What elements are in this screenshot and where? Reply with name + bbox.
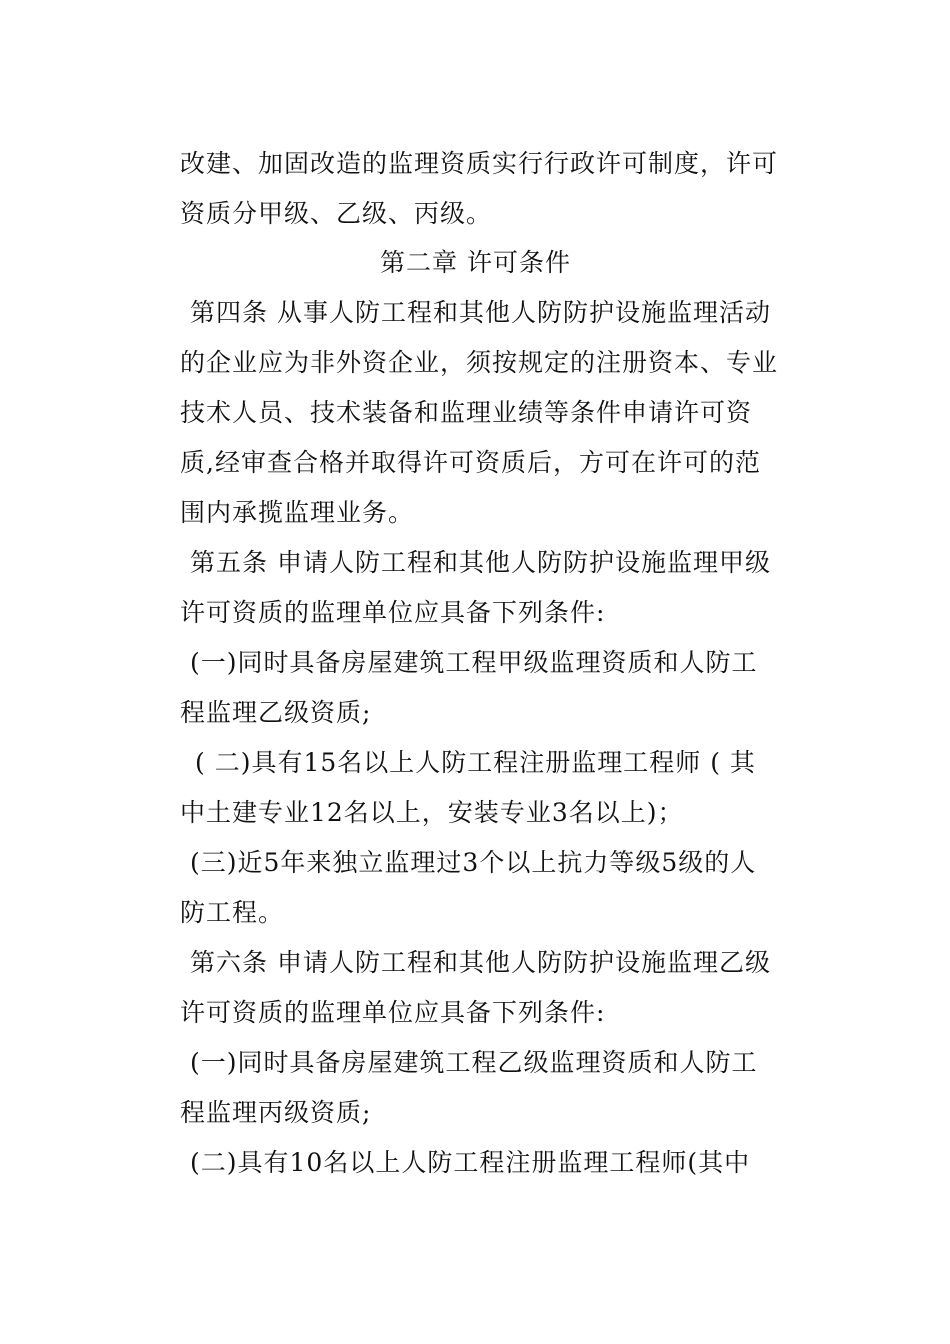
text-line: 程监理乙级资质; — [180, 698, 372, 727]
chapter-heading: 第二章 许可条件 — [380, 248, 571, 277]
text-line: 资质分甲级、乙级、丙级。 — [180, 199, 493, 228]
article-5-start: 第五条 申请人防工程和其他人防防护设施监理甲级 — [190, 548, 771, 577]
list-item-2: (二)具有10名以上人防工程注册监理工程师(其中 — [190, 1148, 751, 1177]
list-item-1: (一)同时具备房屋建筑工程甲级监理资质和人防工 — [190, 648, 758, 677]
article-6-start: 第六条 申请人防工程和其他人防防护设施监理乙级 — [190, 948, 771, 977]
text-line: 程监理丙级资质; — [180, 1098, 372, 1127]
text-line: 技术人员、技术装备和监理业绩等条件申请许可资 — [180, 398, 753, 427]
list-item-1: (一)同时具备房屋建筑工程乙级监理资质和人防工 — [190, 1048, 758, 1077]
text-line: 围内承揽监理业务。 — [180, 498, 415, 527]
text-line: 许可资质的监理单位应具备下列条件: — [180, 598, 606, 627]
text-line: 改建、加固改造的监理资质实行行政许可制度，许可 — [180, 149, 779, 178]
article-4-start: 第四条 从事人防工程和其他人防防护设施监理活动 — [190, 298, 771, 327]
text-line: 质,经审查合格并取得许可资质后，方可在许可的范 — [180, 448, 761, 477]
text-line: 的企业应为非外资企业，须按规定的注册资本、专业 — [180, 348, 779, 377]
list-item-3: (三)近5年来独立监理过3个以上抗力等级5级的人 — [190, 848, 757, 877]
text-line: 许可资质的监理单位应具备下列条件: — [180, 998, 606, 1027]
text-line: 中土建专业12名以上，安装专业3名以上)； — [180, 798, 684, 827]
list-item-2: ( 二)具有15名以上人防工程注册监理工程师 ( 其 — [195, 748, 756, 777]
text-line: 防工程。 — [180, 898, 285, 927]
